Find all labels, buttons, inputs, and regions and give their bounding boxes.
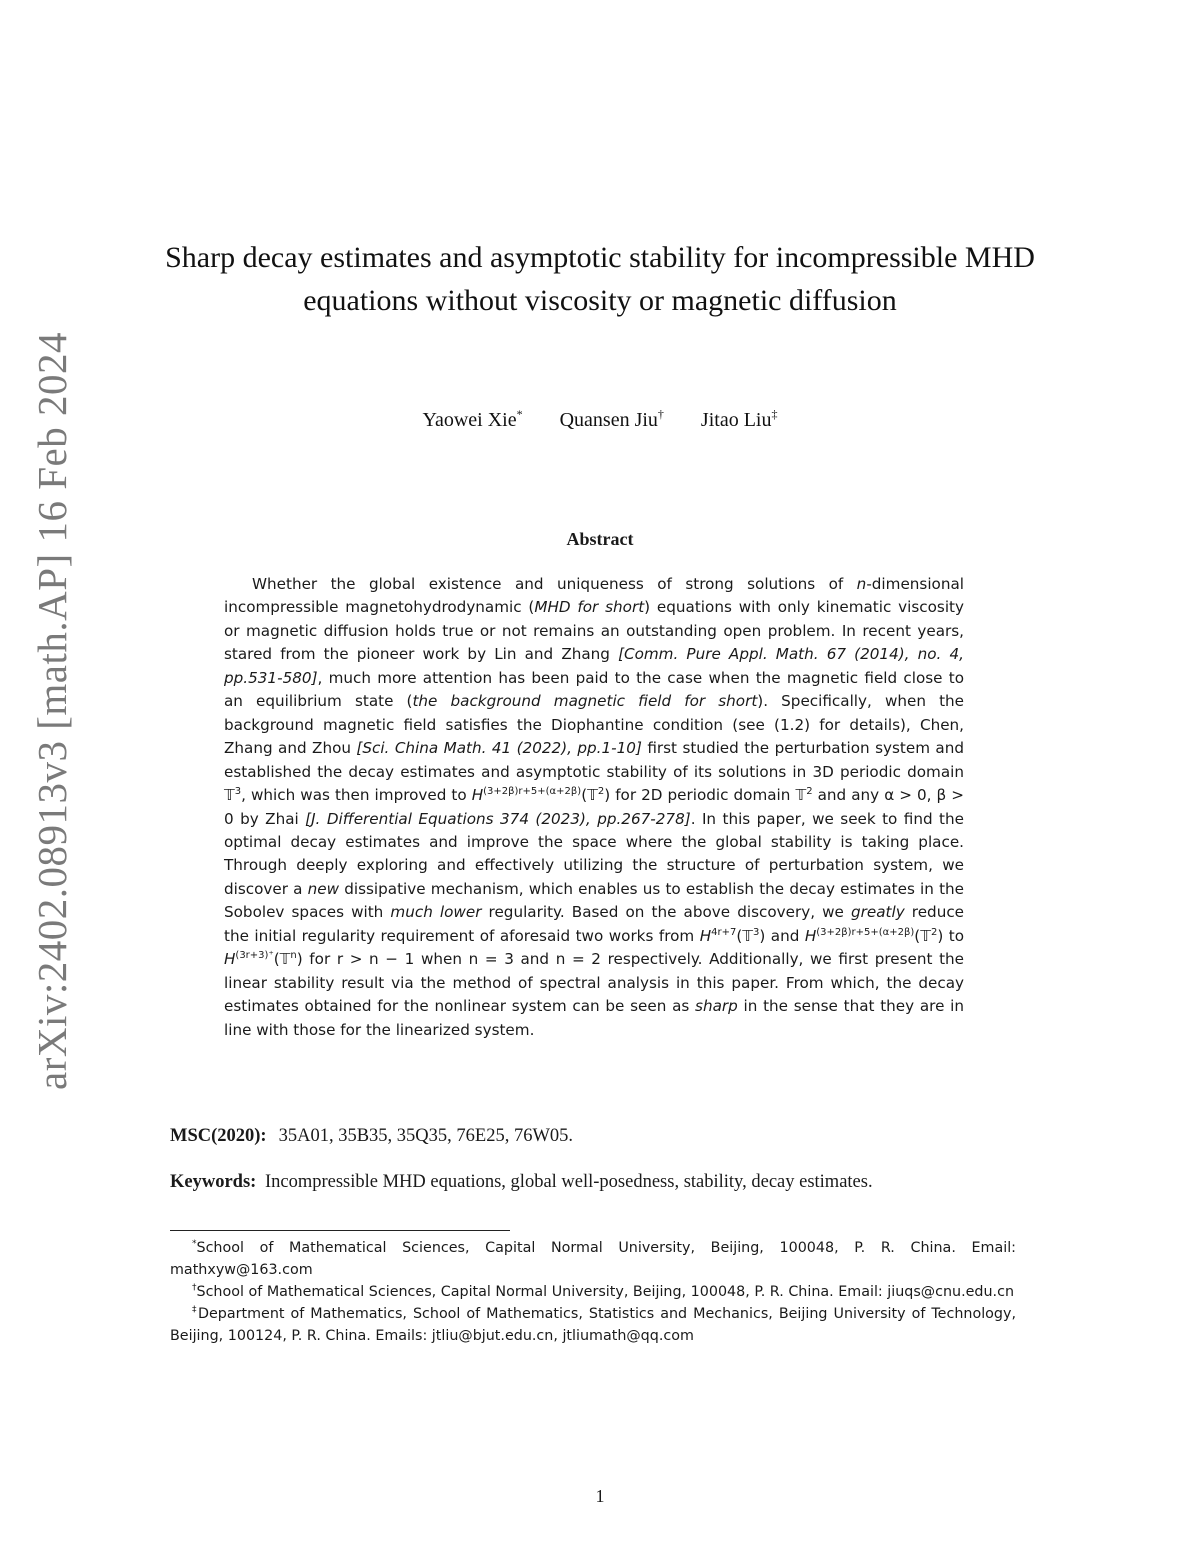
affiliation-mark: † bbox=[657, 407, 664, 421]
footnote-mark: ‡ bbox=[192, 1305, 198, 1315]
superscript: (3+2β)r+5+(α+2β) bbox=[483, 786, 582, 798]
footnote-text: School of Mathematical Sciences, Capital Normal University, Beijing, 100048, P. R. China. Email: jiuqs@cnu.edu.cn bbox=[196, 1284, 1015, 1300]
abstract-text: ) to bbox=[937, 926, 965, 945]
abstract-text: , much more attention has been paid to the case when the magnetic field close to an equilibrium state ( bbox=[224, 668, 964, 711]
abstract-text: ) equations with only kinematic viscosity or magnetic diffusion holds true or not remains an outstanding open problem. In recent years, stared from the pioneer work by Lin and Zhang bbox=[224, 598, 964, 664]
superscript: 3 bbox=[234, 786, 242, 798]
abstract-text: dissipative mechanism, which enables us to establish the decay estimates in the Sobolev spaces with bbox=[224, 879, 964, 922]
footnote-mark: † bbox=[192, 1283, 197, 1293]
msc-codes: 35A01, 35B35, 35Q35, 76E25, 76W05. bbox=[278, 1126, 574, 1146]
abstract-heading: Abstract bbox=[566, 529, 634, 549]
affiliation-mark: ‡ bbox=[771, 407, 778, 421]
abstract-body bbox=[224, 573, 964, 1042]
citation: [Comm. Pure Appl. Math. 67 (2014), no. 4, pp.531-580] bbox=[224, 645, 964, 687]
citation: [J. Differential Equations 374 (2023), pp.267-278] bbox=[305, 809, 691, 828]
abstract-text: ). Specifically, when the background magnetic field satisfies the Diophantine condition (see (1.2) for details), Chen, Zhang and Zhou bbox=[224, 692, 965, 758]
abstract-text: regularity. Based on the above discovery, we bbox=[481, 903, 851, 922]
footnote-mark: * bbox=[192, 1239, 197, 1249]
author-name: Yaowei Xie bbox=[422, 409, 517, 431]
author-name: Jitao Liu bbox=[700, 409, 772, 431]
arxiv-identifier-stamp: arXiv:2402.08913v3 [math.AP] 16 Feb 2024 bbox=[29, 332, 75, 1090]
sobolev-space-symbol: H bbox=[471, 786, 484, 805]
abstract-text: reduce the initial regularity requirement of aforesaid two works from bbox=[224, 903, 965, 945]
emphasis-text: sharp bbox=[695, 997, 738, 1016]
sobolev-space-symbol: H bbox=[699, 926, 712, 945]
superscript: 4r+7 bbox=[711, 926, 737, 938]
keywords-label: Keywords: bbox=[170, 1172, 257, 1192]
footnotes bbox=[170, 1237, 1016, 1347]
footnote-3 bbox=[170, 1303, 1016, 1347]
footnote-2 bbox=[170, 1281, 1016, 1303]
abstract-text: ) for 2D periodic domain 𝕋 bbox=[604, 786, 807, 805]
superscript: (3r+3)⁺ bbox=[235, 950, 274, 962]
abstract-text: (𝕋 bbox=[273, 950, 291, 969]
superscript: 2 bbox=[930, 926, 938, 938]
superscript: 3 bbox=[753, 926, 760, 938]
affiliation-mark: * bbox=[516, 407, 523, 421]
author-list bbox=[160, 407, 1040, 432]
superscript: 2 bbox=[597, 786, 605, 798]
abstract-text: Whether the global existence and uniqueness of strong solutions of bbox=[252, 575, 857, 593]
author-1 bbox=[423, 407, 523, 432]
abstract-text: , which was then improved to bbox=[241, 786, 472, 805]
abstract-text: -dimensional incompressible magnetohydrodynamic ( bbox=[224, 575, 964, 617]
superscript: (3+2β)r+5+(α+2β) bbox=[816, 926, 915, 938]
page-number: 1 bbox=[595, 1486, 605, 1506]
emphasis-text: much lower bbox=[390, 903, 482, 922]
emphasis-text: MHD for short bbox=[534, 598, 645, 617]
footnote-text: School of Mathematical Sciences, Capital Normal University, Beijing, 100048, P. R. China. Email: mathxyw@163.com bbox=[170, 1240, 1016, 1278]
emphasis-text: greatly bbox=[851, 903, 905, 922]
footnote-divider bbox=[170, 1230, 510, 1231]
msc-classification bbox=[170, 1126, 1030, 1147]
math-variable: n bbox=[856, 575, 867, 593]
keywords-section bbox=[170, 1169, 910, 1195]
footnote-1 bbox=[170, 1237, 1016, 1281]
emphasis-text: new bbox=[307, 879, 340, 898]
emphasis-text: the background magnetic field for short bbox=[412, 692, 758, 711]
author-2 bbox=[560, 407, 664, 432]
superscript: n bbox=[290, 950, 297, 962]
abstract-text: ) and bbox=[759, 926, 805, 945]
citation: [Sci. China Math. 41 (2022), pp.1-10] bbox=[356, 739, 642, 758]
sobolev-space-symbol: H bbox=[224, 950, 236, 969]
sobolev-space-symbol: H bbox=[804, 926, 817, 945]
abstract-text: in the sense that they are in line with those for the linearized system. bbox=[224, 997, 964, 1039]
author-name: Quansen Jiu bbox=[559, 409, 658, 431]
keywords-text: Incompressible MHD equations, global well-posedness, stability, decay estimates. bbox=[264, 1172, 873, 1192]
abstract-text: ) for r > n − 1 when n = 3 and n = 2 respectively. Additionally, we first present the linear stability result via the method of spectral analysis in this paper. From which, the decay estimates obtained for the nonlinear system can be seen as bbox=[224, 950, 964, 1016]
abstract-text: (𝕋 bbox=[914, 926, 931, 945]
superscript: 2 bbox=[806, 786, 813, 798]
abstract-text: and any α > 0, β > 0 by Zhai bbox=[224, 786, 964, 828]
abstract-text: (𝕋 bbox=[581, 786, 598, 805]
abstract-text: . In this paper, we seek to find the optimal decay estimates and improve the space where the global stability is taking place. Through deeply exploring and effectively utilizing the structure of perturbation system, we discover a bbox=[224, 809, 964, 898]
abstract-paragraph bbox=[224, 573, 964, 1042]
paper-title: Sharp decay estimates and asymptotic stability for incompressible MHD equations without viscosity or magnetic diffusion bbox=[165, 241, 1035, 317]
author-3 bbox=[701, 407, 778, 432]
msc-label: MSC(2020): bbox=[170, 1126, 267, 1146]
abstract-text: (𝕋 bbox=[736, 926, 754, 945]
abstract-text: first studied the perturbation system and established the decay estimates and asymptotic stability of its solutions in 3D periodic domain 𝕋 bbox=[224, 739, 965, 805]
footnote-text: Department of Mathematics, School of Mathematics, Statistics and Mechanics, Beijing University of Technology, Beijing, 100124, P. R. China. Emails: jtliu@bjut.edu.cn, jtliumath@qq.com bbox=[170, 1306, 1017, 1344]
